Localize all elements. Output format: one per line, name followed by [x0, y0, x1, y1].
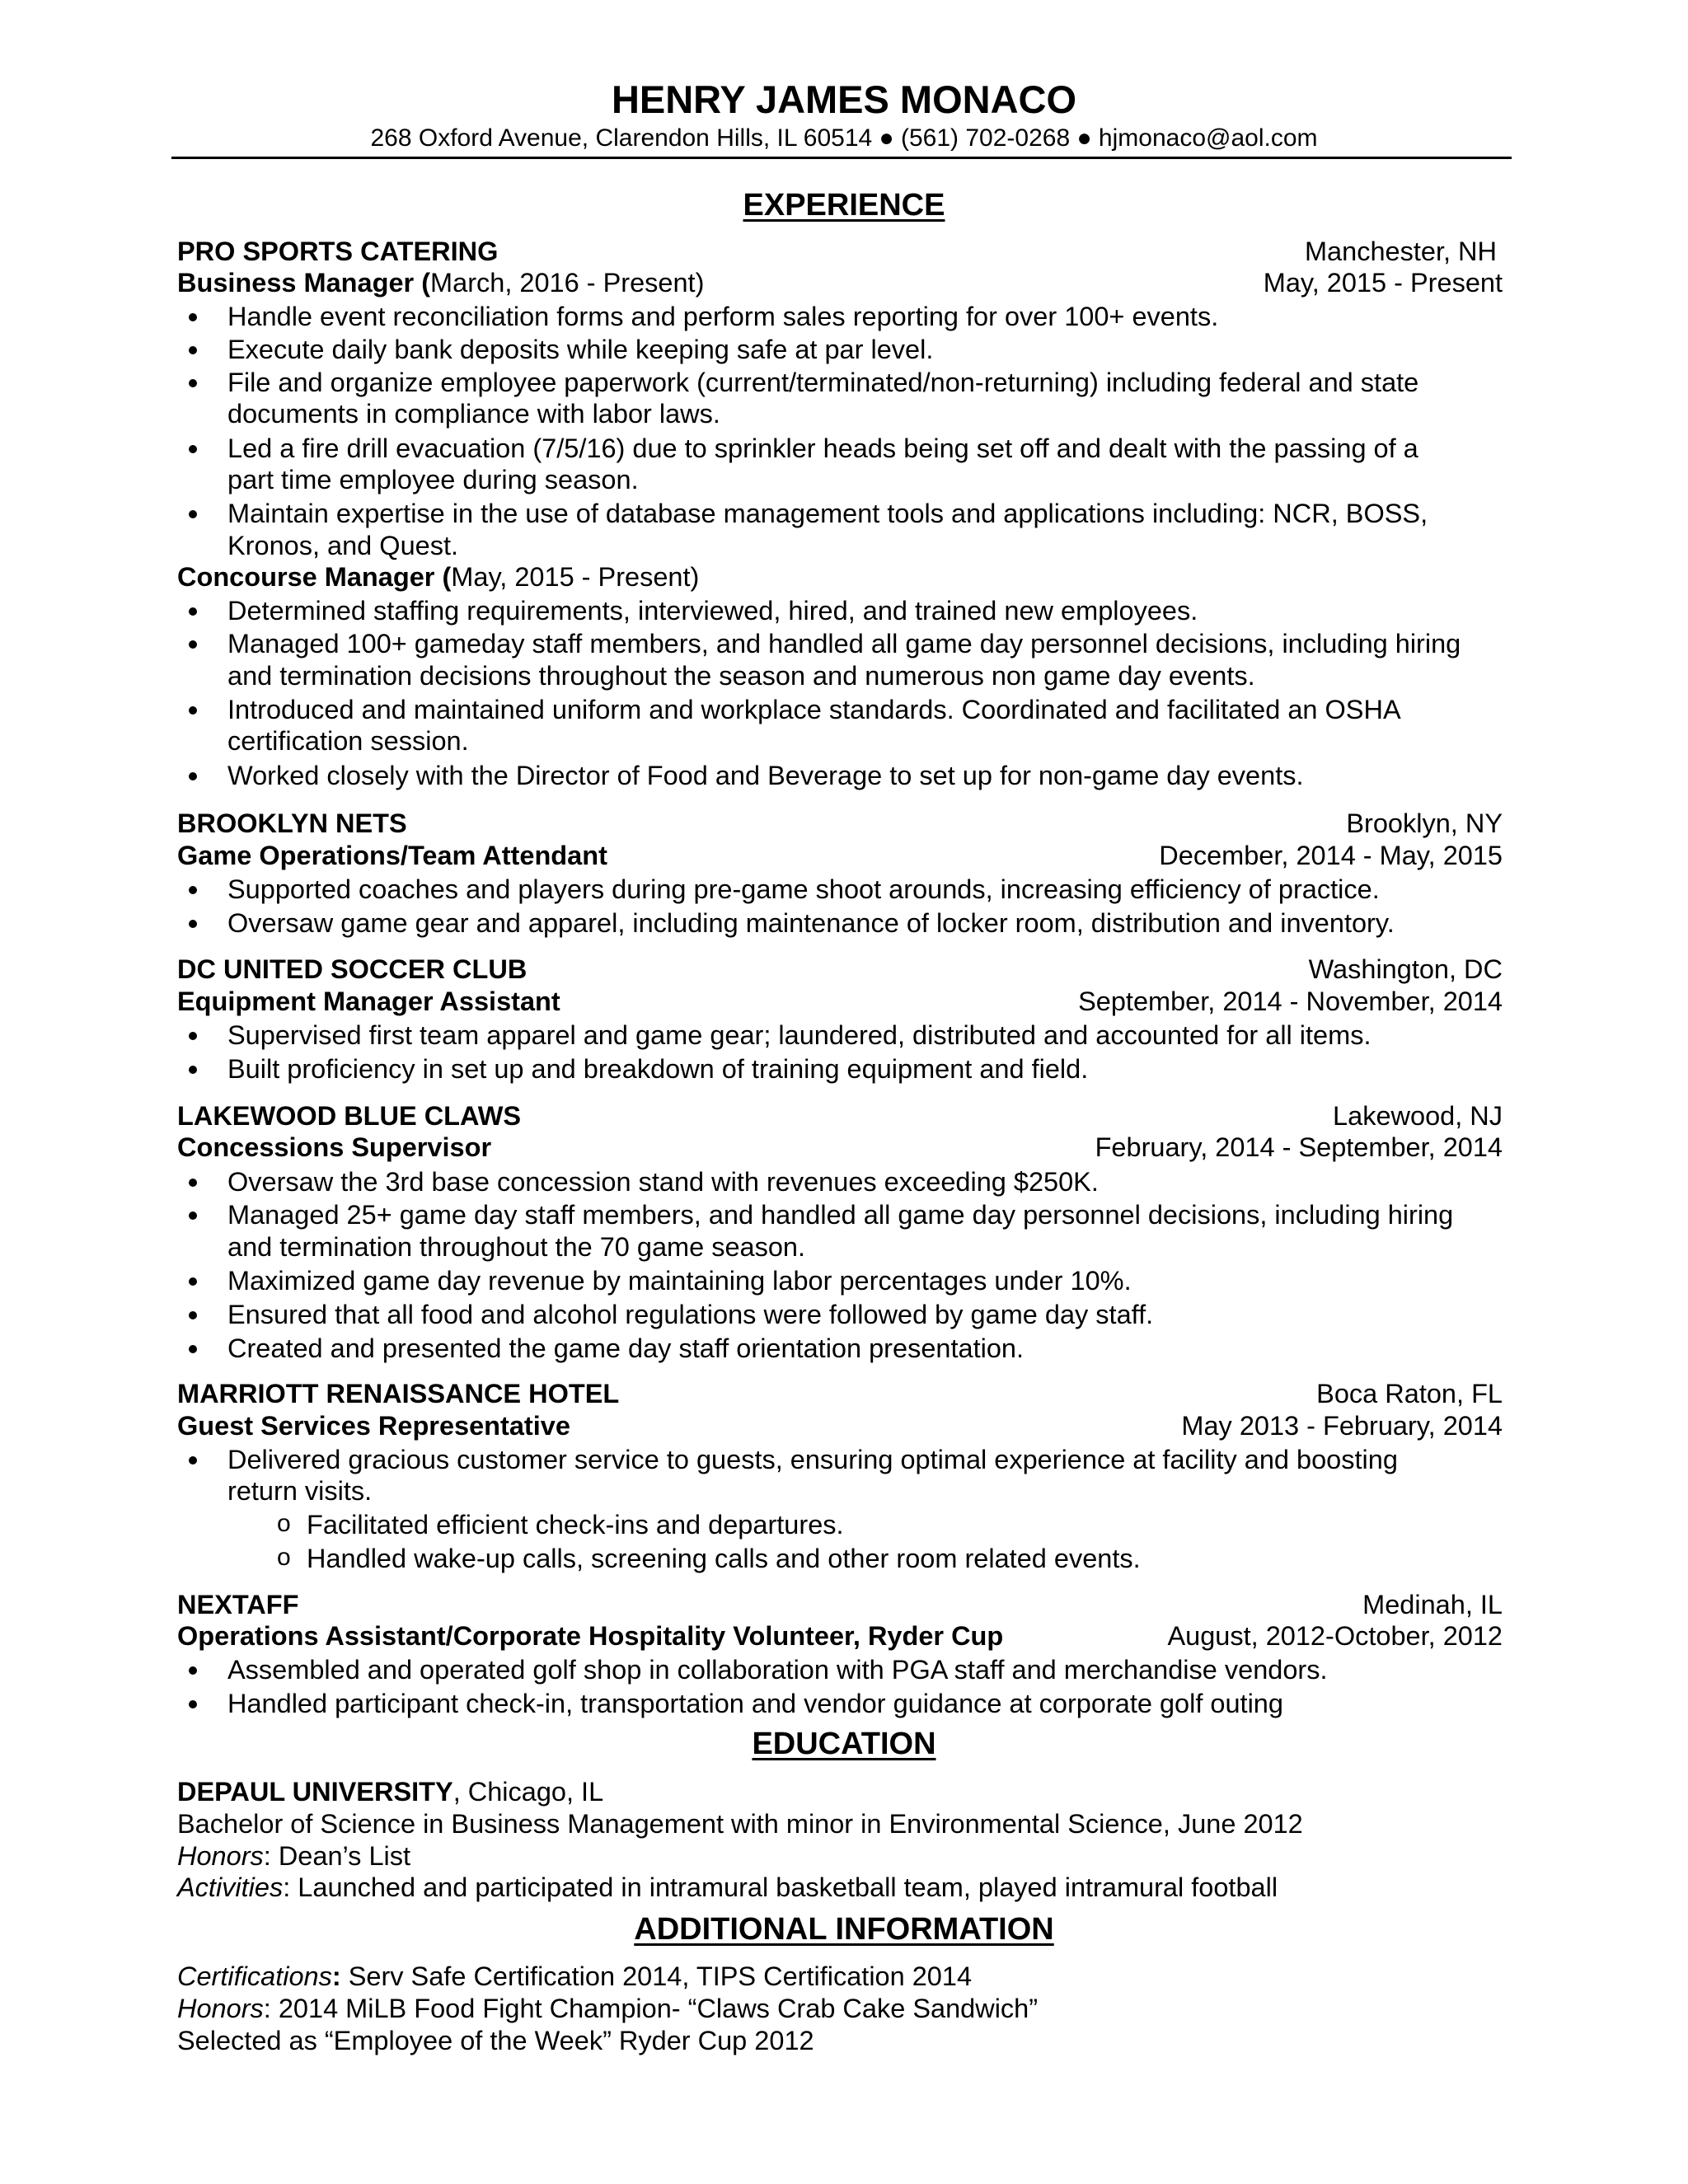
- list-item: Oversaw game gear and apparel, including maintenance of locker room, distribution and inventory.: [227, 908, 1395, 938]
- job-title: Operations Assistant/Corporate Hospitality Volunteer, Ryder Cup: [177, 1621, 1004, 1651]
- list-item: File and organize employee paperwork (current/terminated/non-returning) including federal and state: [227, 368, 1419, 397]
- job-dates: August, 2012-October, 2012: [1167, 1621, 1503, 1651]
- bullet-icon: [189, 445, 197, 453]
- bullet-icon: [189, 1277, 197, 1286]
- job-location: Medinah, IL: [1362, 1590, 1503, 1619]
- bullet-icon: [189, 1700, 197, 1708]
- bullet-icon: [189, 510, 197, 518]
- sub-bullet-icon: o: [277, 1544, 291, 1571]
- list-item: Handle event reconciliation forms and perform sales reporting for over 100+ events.: [227, 302, 1219, 331]
- job-dates: December, 2014 - May, 2015: [1159, 841, 1503, 870]
- job-company: MARRIOTT RENAISSANCE HOTEL: [177, 1379, 620, 1408]
- job-dates: May 2013 - February, 2014: [1181, 1411, 1503, 1441]
- education-honors-label: Honors: [177, 1841, 264, 1871]
- job-dates: February, 2014 - September, 2014: [1095, 1132, 1503, 1162]
- list-item: Managed 100+ gameday staff members, and handled all game day personnel decisions, including hiring: [227, 629, 1461, 658]
- bullet-icon: [189, 1212, 197, 1220]
- job-title: Game Operations/Team Attendant: [177, 841, 607, 870]
- additional-honors: [177, 1995, 1038, 2022]
- additional-honors-value: : 2014 MiLB Food Fight Champion- “Claws Crab Cake Sandwich”: [263, 1994, 1039, 2023]
- bullet-icon: [189, 706, 197, 715]
- job-location: Brooklyn, NY: [1346, 808, 1503, 838]
- education-degree: Bachelor of Science in Business Management with minor in Environmental Science, June 2012: [177, 1809, 1303, 1839]
- job-company: LAKEWOOD BLUE CLAWS: [177, 1101, 522, 1131]
- candidate-name: HENRY JAMES MONACO: [611, 77, 1077, 121]
- bullet-icon: [189, 1456, 197, 1465]
- job-title: Concessions Supervisor: [177, 1132, 492, 1162]
- list-item: Worked closely with the Director of Food and Beverage to set up for non-game day events.: [227, 761, 1304, 790]
- bullet-icon: [189, 346, 197, 354]
- bullet-icon: [189, 1311, 197, 1319]
- list-item: Supported coaches and players during pre-game shoot arounds, increasing efficiency of practice.: [227, 874, 1380, 904]
- education-school-line: [177, 1779, 603, 1806]
- education-honors-value: : Dean’s List: [263, 1841, 411, 1871]
- bullet-icon: [189, 920, 197, 928]
- list-item-continuation: Kronos, and Quest.: [227, 531, 459, 560]
- additional-honors-label: Honors: [177, 1994, 264, 2023]
- list-item: Managed 25+ game day staff members, and handled all game day personnel decisions, including hiring: [227, 1200, 1454, 1230]
- additional-heading: ADDITIONAL INFORMATION: [634, 1912, 1054, 1947]
- header-divider: [171, 157, 1512, 159]
- list-item-continuation: documents in compliance with labor laws.: [227, 399, 720, 429]
- education-activities-label: Activities: [177, 1872, 284, 1902]
- certifications-colon: :: [331, 1961, 341, 1991]
- bullet-icon: [189, 640, 197, 649]
- list-item-continuation: and termination decisions throughout the season and numerous non game day events.: [227, 661, 1255, 691]
- job-company: PRO SPORTS CATERING: [177, 237, 499, 266]
- education-activities-value: : Launched and participated in intramural basketball team, played intramural football: [283, 1872, 1278, 1902]
- list-item: Ensured that all food and alcohol regulations were followed by game day staff.: [227, 1300, 1154, 1329]
- certifications-value: Serv Safe Certification 2014, TIPS Certification 2014: [340, 1961, 973, 1991]
- bullet-icon: [189, 1066, 197, 1074]
- sub-list-item: Handled wake-up calls, screening calls and other room related events.: [307, 1544, 1141, 1573]
- job-location: Lakewood, NJ: [1333, 1101, 1503, 1131]
- list-item: Determined staffing requirements, interviewed, hired, and trained new employees.: [227, 596, 1198, 626]
- education-school: DEPAUL UNIVERSITY: [177, 1777, 453, 1807]
- additional-certifications: [177, 1963, 972, 1990]
- list-item-continuation: and termination throughout the 70 game season.: [227, 1232, 806, 1262]
- list-item: Led a fire drill evacuation (7/5/16) due to sprinkler heads being set off and dealt with the passing of a: [227, 434, 1418, 463]
- additional-selected: Selected as “Employee of the Week” Ryder Cup 2012: [177, 2026, 814, 2055]
- list-item: Created and presented the game day staff orientation presentation.: [227, 1333, 1025, 1363]
- education-heading: EDUCATION: [752, 1727, 936, 1761]
- list-item: Maximized game day revenue by maintaining labor percentages under 10%.: [227, 1266, 1132, 1296]
- job-location: Washington, DC: [1308, 954, 1503, 984]
- job-company: NEXTAFF: [177, 1590, 299, 1619]
- job-title: Equipment Manager Assistant: [177, 987, 560, 1016]
- list-item: Oversaw the 3rd base concession stand with revenues exceeding $250K.: [227, 1167, 1099, 1197]
- job-location: Manchester, NH: [1304, 237, 1497, 266]
- job-dates: May, 2015 - Present: [1263, 268, 1503, 298]
- job-location: Boca Raton, FL: [1316, 1379, 1503, 1408]
- list-item: Introduced and maintained uniform and workplace standards. Coordinated and facilitated an OSHA: [227, 695, 1401, 724]
- role-title: Business Manager (: [177, 268, 431, 298]
- role-title: Concourse Manager (: [177, 562, 452, 592]
- job-company: DC UNITED SOCCER CLUB: [177, 954, 528, 984]
- role-title-dates: May, 2015 - Present): [451, 562, 700, 592]
- bullet-icon: [189, 1032, 197, 1040]
- bullet-icon: [189, 772, 197, 780]
- list-item: Handled participant check-in, transportation and vendor guidance at corporate golf outing: [227, 1689, 1283, 1718]
- list-item: Assembled and operated golf shop in collaboration with PGA staff and merchandise vendors.: [227, 1655, 1328, 1685]
- contact-line: 268 Oxford Avenue, Clarendon Hills, IL 60514 ● (561) 702-0268 ● hjmonaco@aol.com: [370, 124, 1318, 152]
- experience-heading: EXPERIENCE: [743, 188, 945, 223]
- sub-bullet-icon: o: [277, 1510, 291, 1537]
- list-item: Maintain expertise in the use of database management tools and applications including: NCR, BOSS,: [227, 499, 1428, 528]
- education-honors: [177, 1843, 410, 1870]
- list-item: Built proficiency in set up and breakdown of training equipment and field.: [227, 1054, 1089, 1084]
- bullet-icon: [189, 1179, 197, 1187]
- list-item-continuation: certification session.: [227, 726, 469, 756]
- bullet-icon: [189, 1345, 197, 1353]
- education-activities: [177, 1874, 1278, 1901]
- list-item-continuation: part time employee during season.: [227, 465, 639, 494]
- list-item: Delivered gracious customer service to guests, ensuring optimal experience at facility and boosting: [227, 1445, 1398, 1474]
- list-item: Supervised first team apparel and game gear; laundered, distributed and accounted for all items.: [227, 1020, 1372, 1050]
- certifications-label: Certifications: [177, 1961, 332, 1991]
- education-location: , Chicago, IL: [452, 1777, 604, 1807]
- job-dates: September, 2014 - November, 2014: [1078, 987, 1503, 1016]
- job-title: [177, 564, 699, 591]
- list-item: Execute daily bank deposits while keeping safe at par level.: [227, 335, 934, 364]
- bullet-icon: [189, 379, 197, 387]
- list-item-continuation: return visits.: [227, 1476, 373, 1506]
- bullet-icon: [189, 313, 197, 321]
- job-company: BROOKLYN NETS: [177, 808, 407, 838]
- bullet-icon: [189, 607, 197, 616]
- role-title-dates: March, 2016 - Present): [430, 268, 705, 298]
- bullet-icon: [189, 886, 197, 894]
- bullet-icon: [189, 1666, 197, 1675]
- sub-list-item: Facilitated efficient check-ins and departures.: [307, 1510, 844, 1540]
- job-title: Guest Services Representative: [177, 1411, 570, 1441]
- job-title: [177, 269, 704, 297]
